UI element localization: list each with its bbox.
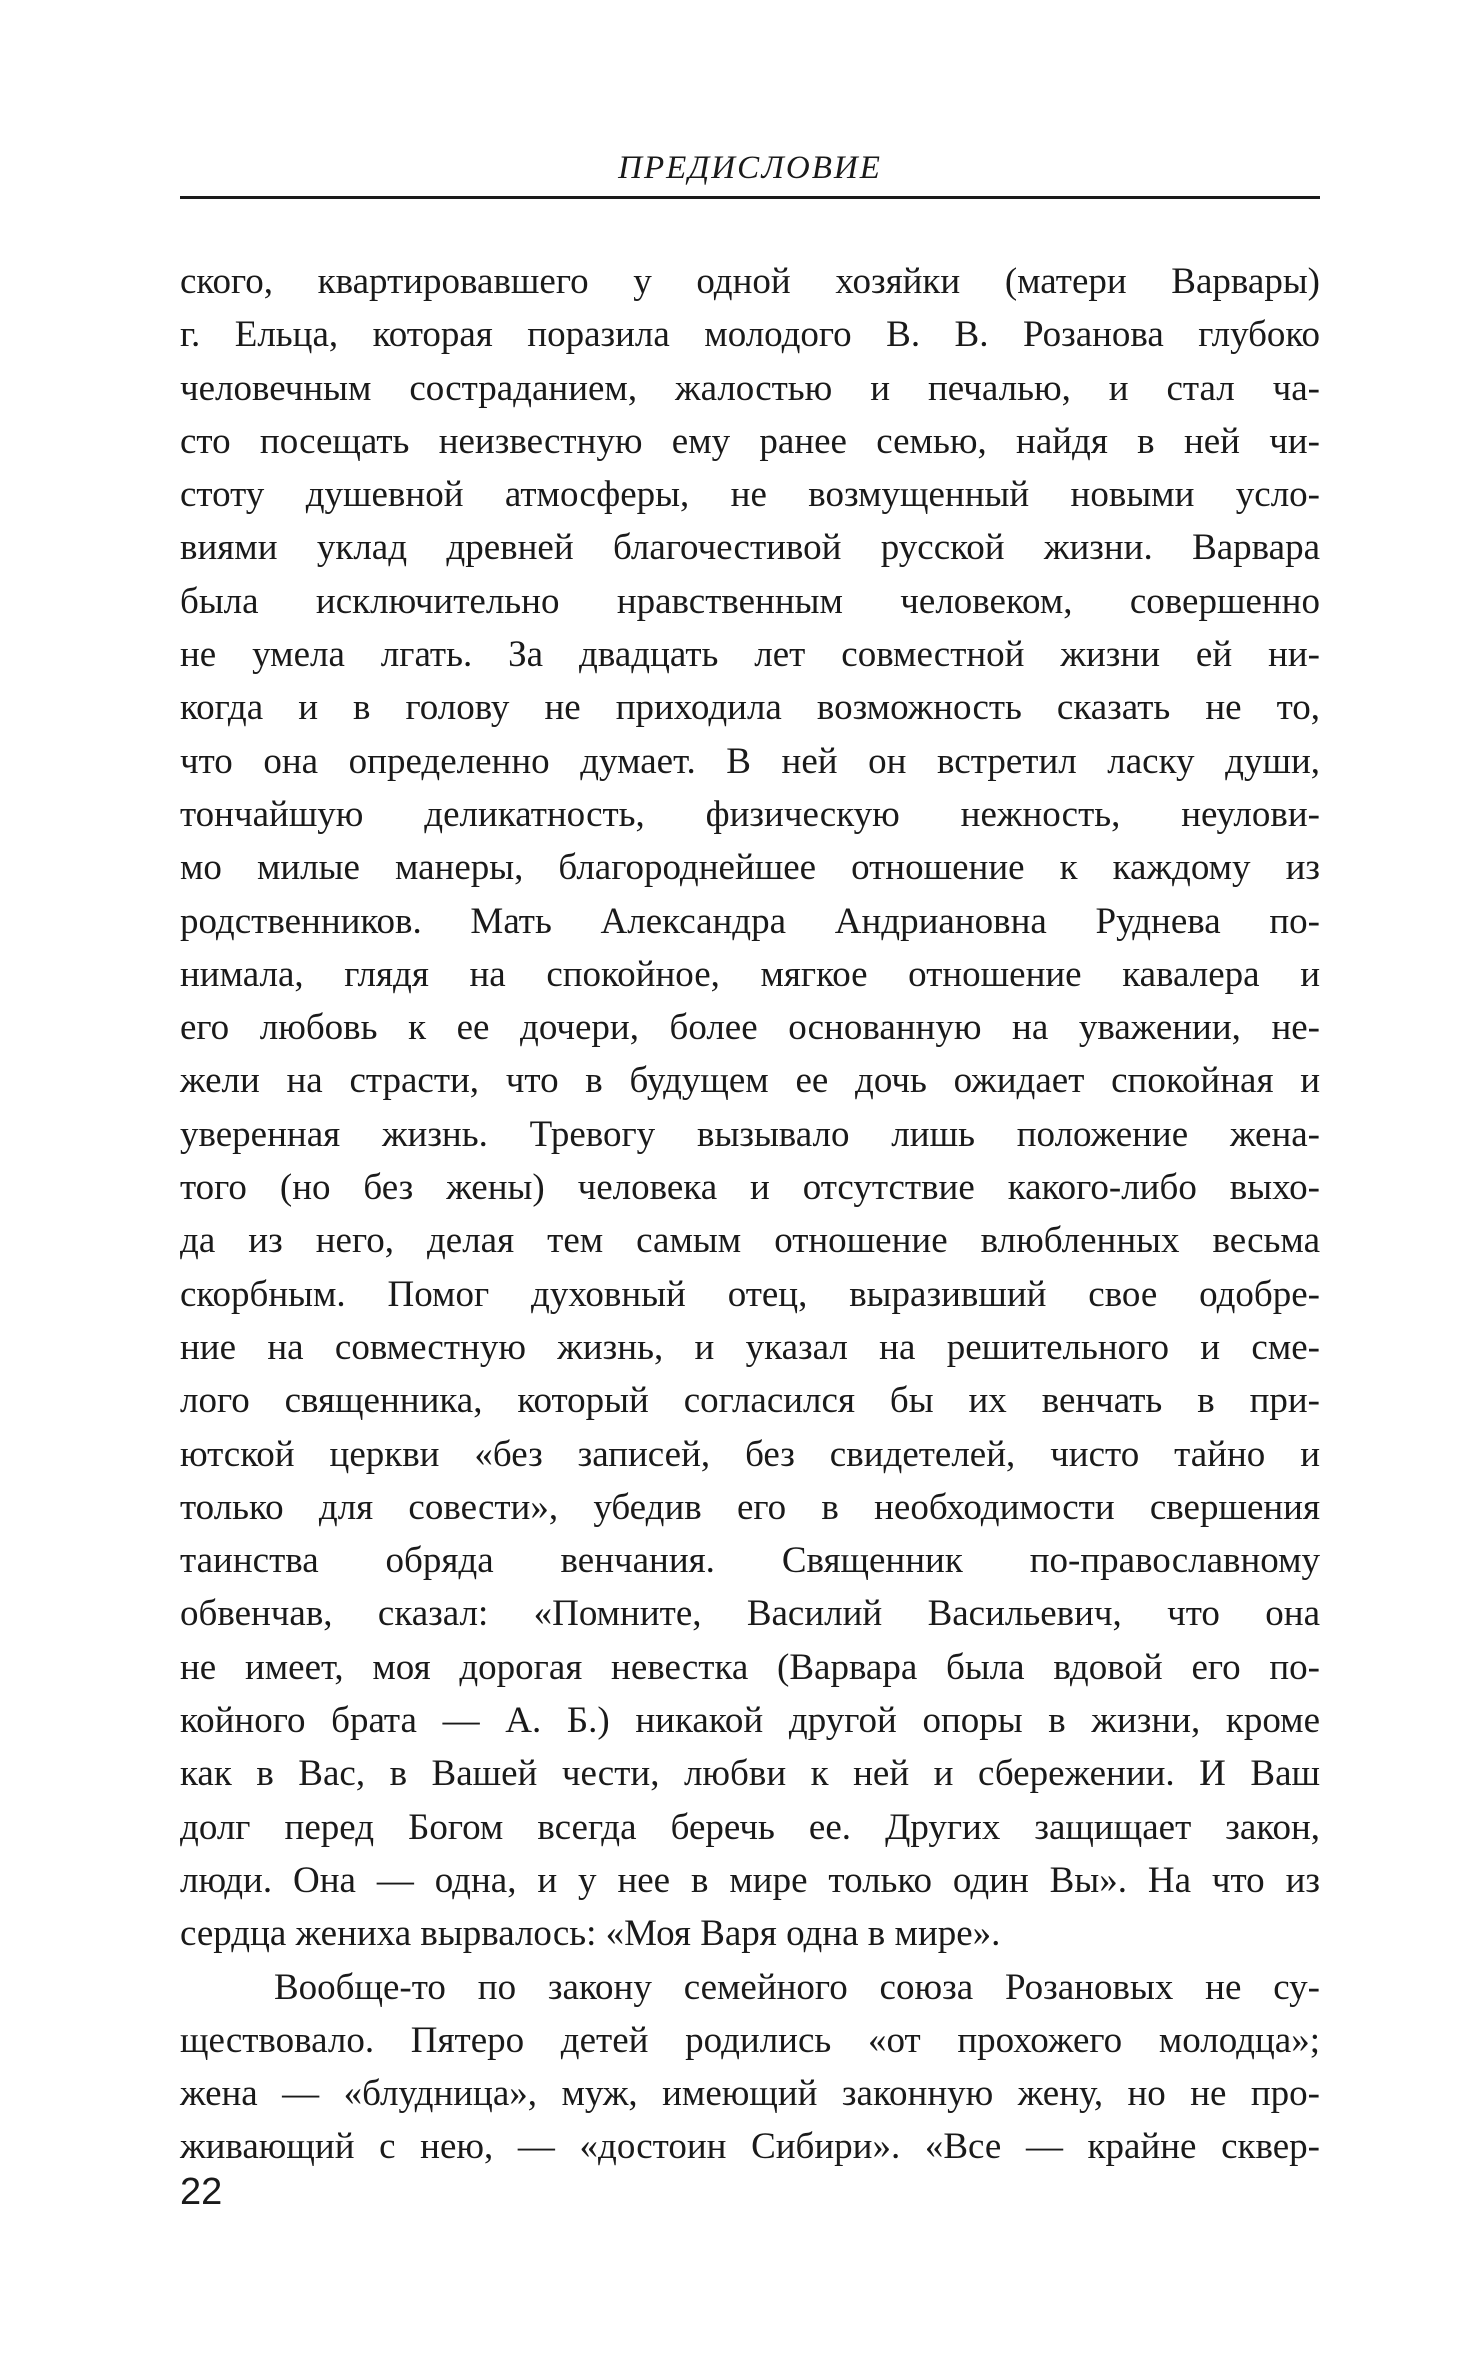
text-line: ществовало. Пятеро детей родились «от прохожего молодца»; <box>180 2019 1320 2061</box>
text-line: жена — «блудница», муж, имеющий законную жену, но не про- <box>180 2073 1320 2115</box>
text-line: долг перед Богом всегда беречь ее. Других защищает закон, <box>180 1806 1320 1848</box>
text-line: человечным состраданием, жалостью и печалью, и стал ча- <box>180 367 1320 409</box>
text-line: нимала, глядя на спокойное, мягкое отношение кавалера и <box>180 953 1320 995</box>
text-line: да из него, делая тем самым отношение влюбленных весьма <box>180 1220 1320 1262</box>
text-line: лого священника, который согласился бы их венчать в при- <box>180 1380 1320 1422</box>
text-line: тончайшую деликатность, физическую нежность, неулови- <box>180 793 1320 835</box>
text-line: виями уклад древней благочестивой русской жизни. Варвара <box>180 527 1320 569</box>
text-line: скорбным. Помог духовный отец, выразивший свое одобре- <box>180 1273 1320 1315</box>
page-number: 22 <box>180 2171 223 2213</box>
text-line: его любовь к ее дочери, более основанную на уважении, не- <box>180 1007 1320 1049</box>
text-line: ние на совместную жизнь, и указал на решительного и сме- <box>180 1326 1320 1368</box>
text-line: мо милые манеры, благороднейшее отношение к каждому из <box>180 847 1320 889</box>
text-line: г. Ельца, которая поразила молодого В. В. Розанова глубоко <box>180 314 1320 356</box>
text-line: люди. Она — одна, и у нее в мире только один Вы». На что из <box>180 1859 1320 1901</box>
text-line: не умела лгать. За двадцать лет совместной жизни ей ни- <box>180 634 1320 676</box>
text-line: жели на страсти, что в будущем ее дочь ожидает спокойная и <box>180 1060 1320 1102</box>
body-text <box>180 255 1320 2174</box>
text-line: живающий с нею, — «достоин Сибири». «Все — крайне сквер- <box>180 2126 1320 2168</box>
text-line: только для совести», убедив его в необходимости свершения <box>180 1486 1320 1528</box>
text-line: обвенчав, сказал: «Помните, Василий Васильевич, что она <box>180 1593 1320 1635</box>
text-line: была исключительно нравственным человеком, совершенно <box>180 580 1320 622</box>
text-line: уверенная жизнь. Тревогу вызывало лишь положение жена- <box>180 1113 1320 1155</box>
text-line: Вообще-то по закону семейного союза Розановых не су- <box>274 1966 1320 2008</box>
text-line: стоту душевной атмосферы, не возмущенный новыми усло- <box>180 474 1320 516</box>
text-line: койного брата — А. Б.) никакой другой опоры в жизни, кроме <box>180 1700 1320 1742</box>
header-rule <box>180 196 1320 199</box>
text-line: того (но без жены) человека и отсутствие какого-либо выхо- <box>180 1167 1320 1209</box>
text-line: сердца жениха вырвалось: «Моя Варя одна в мире». <box>180 1913 1001 1955</box>
text-line: родственников. Мать Александра Андриановна Руднева по- <box>180 900 1320 942</box>
text-line: ского, квартировавшего у одной хозяйки (матери Варвары) <box>180 261 1320 302</box>
text-line: ютской церкви «без записей, без свидетелей, чисто тайно и <box>180 1433 1320 1475</box>
text-line: что она определенно думает. В ней он встретил ласку души, <box>180 740 1320 782</box>
text-line: сто посещать неизвестную ему ранее семью, найдя в ней чи- <box>180 420 1320 462</box>
text-line: не имеет, моя дорогая невестка (Варвара была вдовой его по- <box>180 1646 1320 1688</box>
text-line: когда и в голову не приходила возможность сказать не то, <box>180 687 1320 729</box>
text-line: таинства обряда венчания. Священник по-православному <box>180 1540 1320 1582</box>
text-line: как в Вас, в Вашей чести, любви к ней и сбережении. И Ваш <box>180 1753 1320 1795</box>
running-head: ПРЕДИСЛОВИЕ <box>618 150 882 186</box>
